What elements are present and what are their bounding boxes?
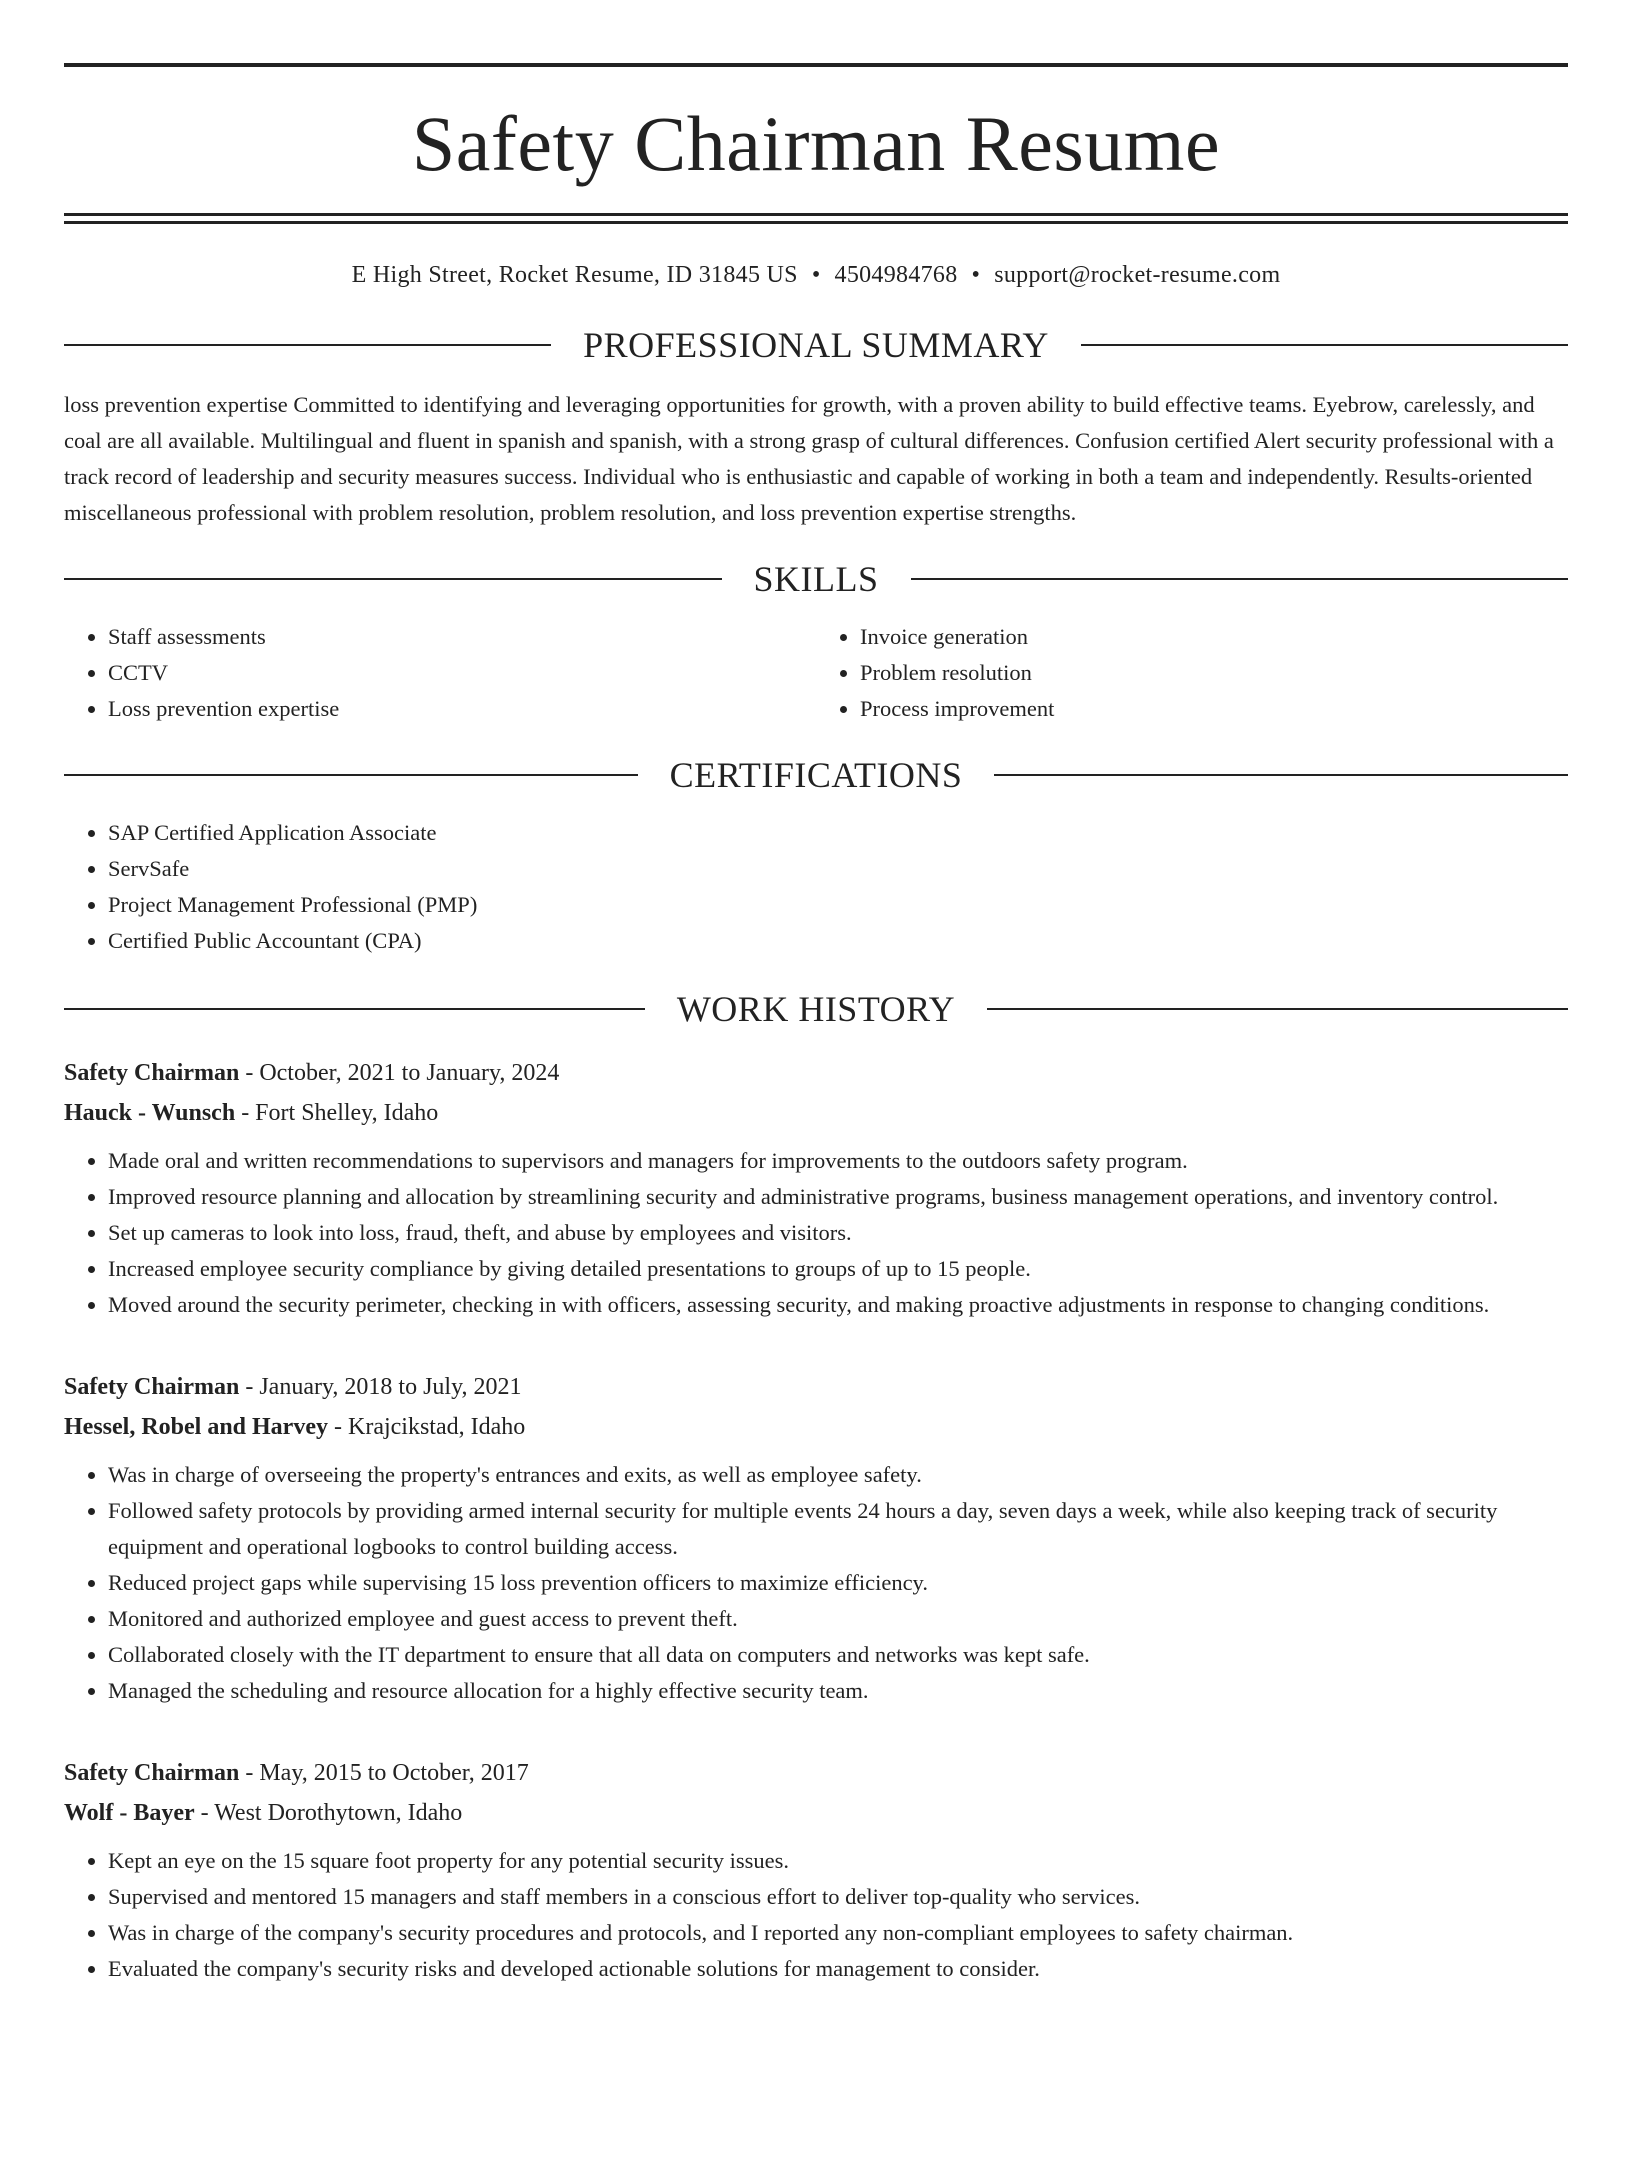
resume-title: Safety Chairman Resume [411, 100, 1221, 187]
job-bullets [64, 1143, 1568, 1323]
contact-address: E High Street, Rocket Resume, ID 31845 US [351, 262, 798, 288]
skills-list-right [816, 619, 1568, 727]
heading-rule [994, 774, 1568, 776]
heading-rule [911, 578, 1569, 580]
skill-item: • Invoice generation [860, 619, 1568, 655]
certification-item: • ServSafe [108, 851, 1568, 887]
job-entry [64, 1753, 1568, 1987]
job-bullet: • Improved resource planning and allocation by streamlining security and administrative programs, business management operations, and inventory control. [108, 1179, 1568, 1215]
job-dates: - May, 2015 to October, 2017 [239, 1760, 529, 1786]
job-bullet: • Reduced project gaps while supervising 15 loss prevention officers to maximize efficiency. [108, 1565, 1568, 1601]
job-entry [64, 1367, 1568, 1709]
contact-separator: • [811, 262, 821, 288]
job-bullet: • Followed safety protocols by providing armed internal security for multiple events 24 hours a day, seven days a week, while also keeping track of security equipment and operational logbooks to control building access. [108, 1493, 1568, 1565]
contact-phone: 4504984768 [834, 262, 958, 288]
certification-item: • Certified Public Accountant (CPA) [108, 923, 1568, 959]
job-bullet: • Kept an eye on the 15 square foot property for any potential security issues. [108, 1843, 1568, 1879]
job-title-line [64, 1367, 1568, 1407]
job-company: Hessel, Robel and Harvey [64, 1414, 328, 1440]
section-heading-summary [64, 327, 1568, 363]
section-heading-skills [64, 561, 1568, 597]
job-bullet: • Increased employee security compliance by giving detailed presentations to groups of up to 15 people. [108, 1251, 1568, 1287]
job-bullet: • Was in charge of overseeing the property's entrances and exits, as well as employee safety. [108, 1457, 1568, 1493]
section-title: PROFESSIONAL SUMMARY [583, 325, 1049, 365]
skill-item: • Problem resolution [860, 655, 1568, 691]
job-company-line [64, 1793, 1568, 1833]
job-company-line [64, 1407, 1568, 1447]
job-title: Safety Chairman [64, 1374, 240, 1400]
heading-rule [64, 344, 551, 346]
job-location: - West Dorothytown, Idaho [194, 1800, 463, 1826]
job-bullet: • Monitored and authorized employee and guest access to prevent theft. [108, 1601, 1568, 1637]
section-heading-work-history [64, 991, 1568, 1027]
job-bullet: • Moved around the security perimeter, checking in with officers, assessing security, and making proactive adjustments in response to changing conditions. [108, 1287, 1568, 1323]
section-title: CERTIFICATIONS [669, 755, 963, 795]
heading-rule [64, 1008, 645, 1010]
job-title: Safety Chairman [64, 1760, 240, 1786]
skills-list-left [64, 619, 816, 727]
job-bullet: • Managed the scheduling and resource allocation for a highly effective security team. [108, 1673, 1568, 1709]
job-location: - Krajcikstad, Idaho [328, 1414, 526, 1440]
skill-item: • CCTV [108, 655, 816, 691]
job-bullet: • Supervised and mentored 15 managers and staff members in a conscious effort to deliver top-quality who services. [108, 1879, 1568, 1915]
job-title: Safety Chairman [64, 1060, 240, 1086]
job-company: Hauck - Wunsch [64, 1100, 236, 1126]
contact-line [64, 262, 1568, 289]
job-bullets [64, 1457, 1568, 1709]
certification-item: • Project Management Professional (PMP) [108, 887, 1568, 923]
job-bullet: • Made oral and written recommendations to supervisors and managers for improvements to the outdoors safety program. [108, 1143, 1568, 1179]
certifications-list [64, 815, 1568, 959]
contact-separator: • [971, 262, 981, 288]
job-bullet: • Was in charge of the company's security procedures and protocols, and I reported any non-compliant employees to safety chairman. [108, 1915, 1568, 1951]
top-rule [64, 63, 1568, 67]
section-title: WORK HISTORY [676, 989, 956, 1029]
job-dates: - January, 2018 to July, 2021 [239, 1374, 522, 1400]
job-bullets [64, 1843, 1568, 1987]
heading-rule [1081, 344, 1568, 346]
job-title-line [64, 1753, 1568, 1793]
skill-item: • Loss prevention expertise [108, 691, 816, 727]
section-heading-certifications [64, 757, 1568, 793]
summary-text: loss prevention expertise Committed to identifying and leveraging opportunities for growth, with a proven ability to build effective teams. Eyebrow, carelessly, and coal are all available. Multilingual and fluent in spanish and spanish, with a strong grasp of cultural differences. Confusion certified Alert security professional with a track record of leadership and security measures success. Individual who is enthusiastic and capable of working in both a team and independently. Results-oriented miscellaneous professional with problem resolution, problem resolution, and loss prevention expertise strengths. [64, 392, 1554, 525]
job-bullet: • Collaborated closely with the IT department to ensure that all data on computers and networks was kept safe. [108, 1637, 1568, 1673]
job-dates: - October, 2021 to January, 2024 [239, 1060, 560, 1086]
job-entry [64, 1053, 1568, 1323]
skill-item: • Staff assessments [108, 619, 816, 655]
heading-rule [987, 1008, 1568, 1010]
contact-email: support@rocket-resume.com [994, 262, 1281, 288]
resume-page [0, 63, 1632, 1987]
job-bullet: • Evaluated the company's security risks and developed actionable solutions for management to consider. [108, 1951, 1568, 1987]
skill-item: • Process improvement [860, 691, 1568, 727]
job-company-line [64, 1093, 1568, 1133]
certification-item: • SAP Certified Application Associate [108, 815, 1568, 851]
section-title: SKILLS [753, 559, 879, 599]
job-location: - Fort Shelley, Idaho [235, 1100, 439, 1126]
job-title-line [64, 1053, 1568, 1093]
skills-columns [64, 619, 1568, 727]
heading-rule [64, 578, 722, 580]
job-bullet: • Set up cameras to look into loss, fraud, theft, and abuse by employees and visitors. [108, 1215, 1568, 1251]
title-double-rule [64, 213, 1568, 224]
heading-rule [64, 774, 638, 776]
job-company: Wolf - Bayer [64, 1800, 195, 1826]
